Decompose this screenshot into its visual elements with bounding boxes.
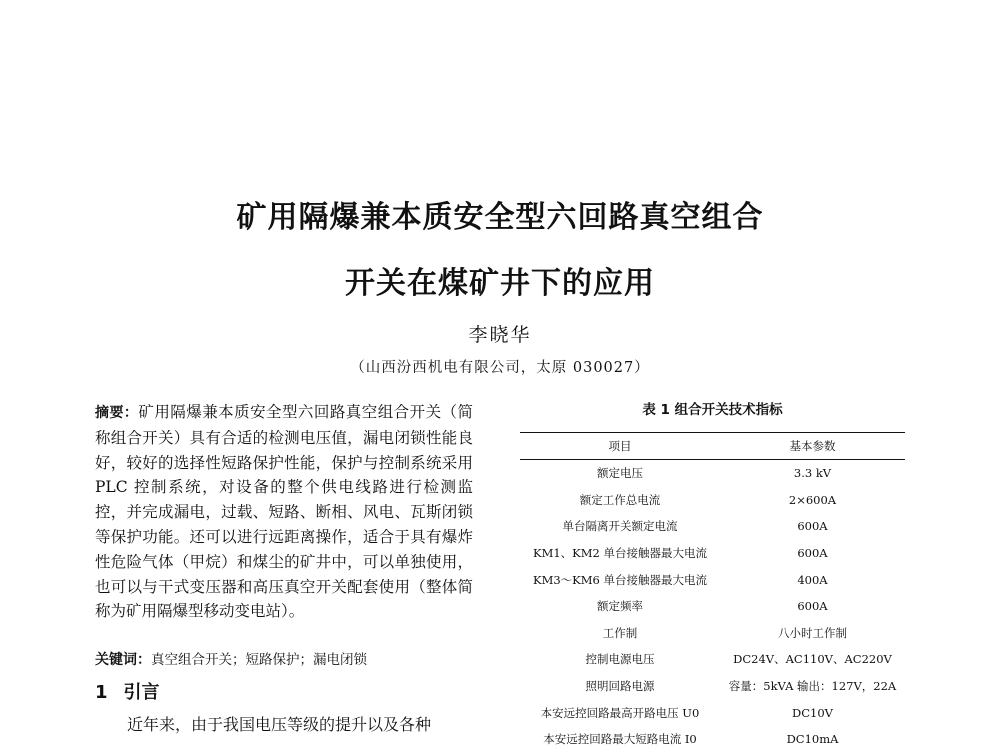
table-caption: 表 1 组合开关技术指标 [642, 402, 783, 418]
table-row [520, 566, 905, 593]
table-header-row [520, 433, 905, 460]
table-cell-item: 照明回路电源 [585, 679, 655, 694]
paper-title-line-1: 矿用隔爆兼本质安全型六回路真空组合 [236, 200, 764, 235]
table-cell-value: DC24V、AC110V、AC220V [733, 652, 892, 667]
abstract-text: 矿用隔爆兼本质安全型六回路真空组合开关（简称组合开关）具有合适的检测电压值，漏电闭锁性能良好，较好的选择性短路保护性能，保护与控制系统采用 PLC 控制系统，对设备的整个供电线路进行检测监控，并完成漏电，过载、短路、断相、风电、瓦斯闭锁等保护功能。还可以进行远距离操作，适合于具有爆炸性危险气体（甲烷）和煤尘的矿井中，可以单独使用，也可以与干式变压器和高压真空开关配套使用（整体简称为矿用隔爆型移动变电站）。 [95, 403, 473, 621]
table-cell-item: KM3～KM6 单台接触器最大电流 [532, 572, 708, 587]
table-row [520, 726, 905, 753]
section-number: 1 [95, 682, 108, 703]
table-cell-item: 额定工作总电流 [579, 492, 661, 507]
table-cell-item: 额定频率 [597, 599, 643, 614]
paper-title-line-2: 开关在煤矿井下的应用 [345, 266, 655, 301]
table-cell-value: 600A [797, 519, 828, 534]
table-cell-item: 工作制 [602, 625, 638, 640]
table-cell-item: 额定电压 [597, 466, 643, 481]
table-cell-value: 容量：5kVA 输出：127V，22A [728, 679, 897, 694]
table-row [520, 460, 905, 487]
table-row [520, 487, 905, 514]
table-row [520, 540, 905, 567]
table-header-item: 项目 [520, 433, 720, 460]
table-cell-item: KM1、KM2 单台接触器最大电流 [532, 546, 708, 561]
table-cell-item: 本安远控回路最高开路电压 U0 [540, 705, 700, 720]
table-header-value: 基本参数 [720, 433, 905, 460]
author-name: 李晓华 [468, 324, 532, 346]
table-cell-value: 600A [797, 599, 828, 614]
table-cell-value: DC10mA [786, 732, 839, 747]
table-row [520, 673, 905, 700]
keywords-line [95, 648, 473, 669]
section-heading [95, 678, 160, 704]
keywords-label: 关键词： [95, 652, 151, 668]
table-cell-item: 单台隔离开关额定电流 [562, 519, 678, 534]
table-cell-item: 本安远控回路最大短路电流 I0 [543, 732, 697, 747]
table-cell-value: DC10V [792, 705, 833, 720]
table-cell-value: 600A [797, 546, 828, 561]
spec-table [520, 432, 905, 753]
table-row [520, 699, 905, 726]
table-row [520, 646, 905, 673]
table-cell-value: 3.3 kV [793, 466, 832, 481]
abstract-label: 摘要： [95, 405, 139, 421]
table-cell-value: 400A [797, 572, 828, 587]
abstract-block [95, 400, 473, 624]
abstract-paragraph [95, 400, 473, 624]
table-row [520, 593, 905, 620]
table-cell-item: 控制电源电压 [585, 652, 655, 667]
section-title: 引言 [123, 682, 160, 703]
keywords-text: 真空组合开关；短路保护；漏电闭锁 [151, 652, 367, 668]
table-row [520, 620, 905, 647]
author-affiliation: （山西汾西机电有限公司，太原 030027） [350, 360, 650, 376]
table-row [520, 513, 905, 540]
table-cell-value: 八小时工作制 [778, 625, 847, 640]
table-cell-value: 2×600A [788, 492, 837, 507]
intro-paragraph: 近年来，由于我国电压等级的提升以及各种 [127, 715, 432, 734]
